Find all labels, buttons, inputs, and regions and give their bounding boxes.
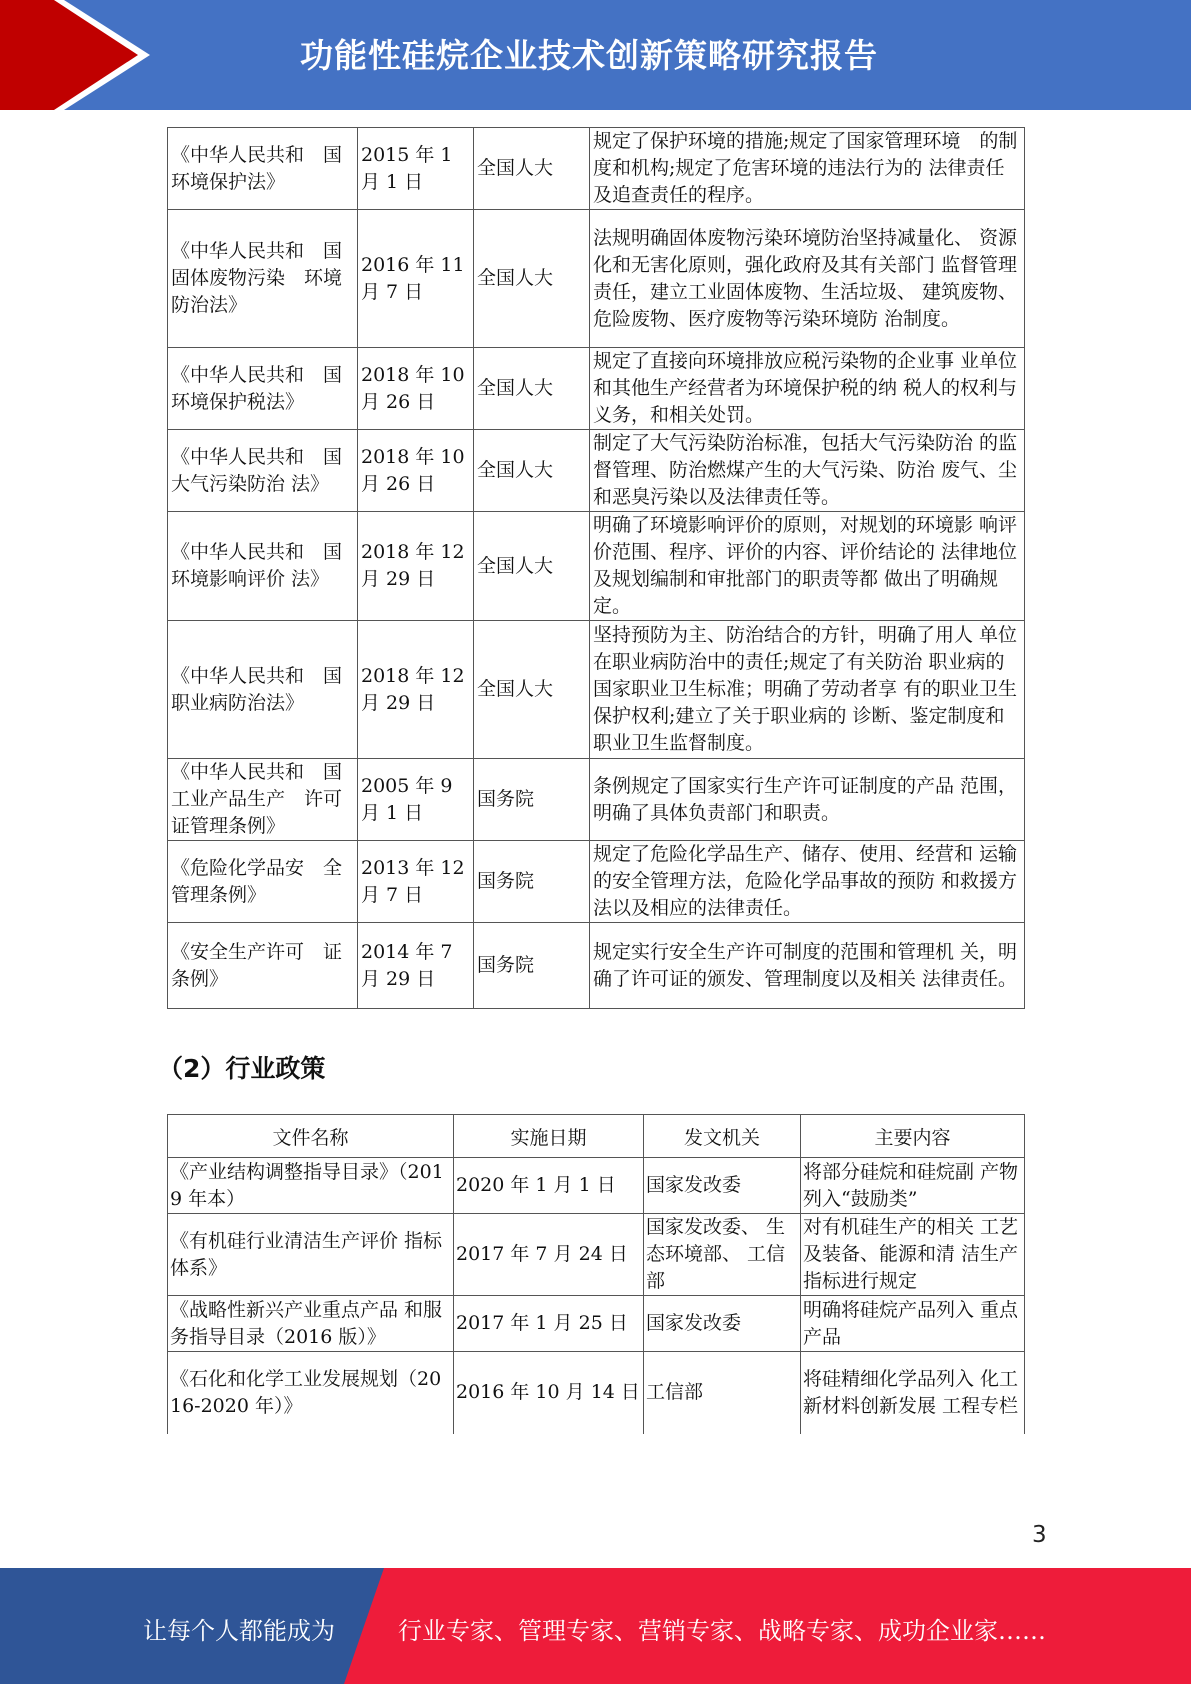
page-number: 3 <box>1032 1522 1047 1548</box>
law-name-cell: 《安全生产许可 证条例》 <box>168 923 358 1009</box>
law-content-cell: 条例规定了国家实行生产许可证制度的产品 范围，明确了具体负责部门和职责。 <box>590 759 1025 841</box>
law-name-cell: 《中华人民共和 国环境保护法》 <box>168 128 358 210</box>
law-content-cell: 规定实行安全生产许可制度的范围和管理机 关，明确了许可证的颁发、管理制度以及相关 法律责任。 <box>590 923 1025 1009</box>
column-header: 实施日期 <box>454 1115 644 1158</box>
law-name-cell: 《中华人民共和 国职业病防治法》 <box>168 621 358 759</box>
policy-name-cell: 《有机硅行业清洁生产评价 指标体系》 <box>168 1214 454 1296</box>
policy-date-cell: 2017 年 7 月 24 日 <box>454 1214 644 1296</box>
law-name-cell: 《危险化学品安 全管理条例》 <box>168 841 358 923</box>
page-header <box>0 0 1191 110</box>
policy-issuer-cell: 国家发改委 <box>644 1296 801 1352</box>
law-table-row <box>168 923 1025 1009</box>
law-table-row <box>168 348 1025 430</box>
law-table-row <box>168 512 1025 621</box>
policy-date-cell: 2020 年 1 月 1 日 <box>454 1158 644 1214</box>
law-date-cell: 2005 年 9 月 1 日 <box>358 759 474 841</box>
law-content-cell: 规定了保护环境的措施;规定了国家管理环境 的制度和机构;规定了危害环境的违法行为的 法律责任及追查责任的程序。 <box>590 128 1025 210</box>
law-date-cell: 2014 年 7 月 29 日 <box>358 923 474 1009</box>
policy-content-cell: 对有机硅生产的相关 工艺及装备、能源和清 洁生产指标进行规定 <box>801 1214 1025 1296</box>
report-title: 功能性硅烷企业技术创新策略研究报告 <box>300 36 878 75</box>
footer-slogan-left: 让每个人都能成为 <box>143 1617 335 1645</box>
law-table <box>167 127 1025 1009</box>
policy-table-row <box>168 1352 1025 1434</box>
law-name-cell: 《中华人民共和 国大气污染防治 法》 <box>168 430 358 512</box>
header-arrow-decoration <box>0 0 160 110</box>
law-content-cell: 规定了危险化学品生产、储存、使用、经营和 运输的安全管理方法，危险化学品事故的预防 和救援方法以及相应的法律责任。 <box>590 841 1025 923</box>
law-content-cell: 明确了环境影响评价的原则，对规划的环境影 响评价范围、程序、评价的内容、评价结论的 法律地位及规划编制和审批部门的职责等都 做出了明确规定。 <box>590 512 1025 621</box>
law-issuer-cell: 国务院 <box>474 923 590 1009</box>
law-date-cell: 2018 年 10 月 26 日 <box>358 348 474 430</box>
law-name-cell: 《中华人民共和 国工业产品生产 许可证管理条例》 <box>168 759 358 841</box>
law-issuer-cell: 全国人大 <box>474 512 590 621</box>
policy-content-cell: 明确将硅烷产品列入 重点产品 <box>801 1296 1025 1352</box>
policy-date-cell: 2017 年 1 月 25 日 <box>454 1296 644 1352</box>
policy-table-row <box>168 1296 1025 1352</box>
policy-date-cell: 2016 年 10 月 14 日 <box>454 1352 644 1434</box>
policy-issuer-cell: 国家发改委 <box>644 1158 801 1214</box>
law-table-row <box>168 841 1025 923</box>
section-title: （2）行业政策 <box>158 1054 326 1083</box>
law-table-row <box>168 759 1025 841</box>
law-date-cell: 2013 年 12 月 7 日 <box>358 841 474 923</box>
policy-name-cell: 《产业结构调整指导目录》（2019 年本） <box>168 1158 454 1214</box>
law-issuer-cell: 全国人大 <box>474 128 590 210</box>
policy-issuer-cell: 工信部 <box>644 1352 801 1434</box>
law-table-row <box>168 621 1025 759</box>
law-name-cell: 《中华人民共和 国固体废物污染 环境防治法》 <box>168 210 358 348</box>
policy-content-cell: 将部分硅烷和硅烷副 产物列入“鼓励类” <box>801 1158 1025 1214</box>
policy-issuer-cell: 国家发改委、 生态环境部、 工信部 <box>644 1214 801 1296</box>
page-footer <box>0 1568 1191 1684</box>
law-date-cell: 2018 年 10 月 26 日 <box>358 430 474 512</box>
policy-table-header-row <box>168 1115 1025 1158</box>
policy-name-cell: 《石化和化学工业发展规划（2016-2020 年）》 <box>168 1352 454 1434</box>
law-issuer-cell: 国务院 <box>474 759 590 841</box>
law-table-row <box>168 430 1025 512</box>
law-name-cell: 《中华人民共和 国环境保护税法》 <box>168 348 358 430</box>
policy-name-cell: 《战略性新兴产业重点产品 和服务指导目录（2016 版）》 <box>168 1296 454 1352</box>
law-table-row <box>168 210 1025 348</box>
law-date-cell: 2015 年 1 月 1 日 <box>358 128 474 210</box>
policy-content-cell: 将硅精细化学品列入 化工新材料创新发展 工程专栏 <box>801 1352 1025 1434</box>
law-issuer-cell: 全国人大 <box>474 210 590 348</box>
policy-table <box>167 1114 1025 1434</box>
law-date-cell: 2016 年 11 月 7 日 <box>358 210 474 348</box>
law-content-cell: 制定了大气污染防治标准，包括大气污染防治 的监督管理、防治燃煤产生的大气污染、防治 废气、尘和恶臭污染以及法律责任等。 <box>590 430 1025 512</box>
column-header: 文件名称 <box>168 1115 454 1158</box>
law-content-cell: 坚持预防为主、防治结合的方针，明确了用人 单位在职业病防治中的责任;规定了有关防治 职业病的国家职业卫生标准；明确了劳动者享 有的职业卫生保护权利;建立了关于职业病的 诊断、鉴定制度和职业卫生监督制度。 <box>590 621 1025 759</box>
law-name-cell: 《中华人民共和 国环境影响评价 法》 <box>168 512 358 621</box>
law-content-cell: 法规明确固体废物污染环境防治坚持减量化、 资源化和无害化原则，强化政府及其有关部门 监督管理责任，建立工业固体废物、生活垃圾、 建筑废物、危险废物、医疗废物等污染环境防 治制度。 <box>590 210 1025 348</box>
law-issuer-cell: 全国人大 <box>474 621 590 759</box>
footer-slogan-right: 行业专家、管理专家、营销专家、战略专家、成功企业家…… <box>398 1617 1046 1645</box>
policy-table-row <box>168 1214 1025 1296</box>
law-date-cell: 2018 年 12 月 29 日 <box>358 621 474 759</box>
law-table-row <box>168 128 1025 210</box>
law-issuer-cell: 全国人大 <box>474 348 590 430</box>
law-content-cell: 规定了直接向环境排放应税污染物的企业事 业单位和其他生产经营者为环境保护税的纳 税人的权利与义务，和相关处罚。 <box>590 348 1025 430</box>
law-issuer-cell: 全国人大 <box>474 430 590 512</box>
law-issuer-cell: 国务院 <box>474 841 590 923</box>
column-header: 发文机关 <box>644 1115 801 1158</box>
law-date-cell: 2018 年 12 月 29 日 <box>358 512 474 621</box>
column-header: 主要内容 <box>801 1115 1025 1158</box>
policy-table-row <box>168 1158 1025 1214</box>
